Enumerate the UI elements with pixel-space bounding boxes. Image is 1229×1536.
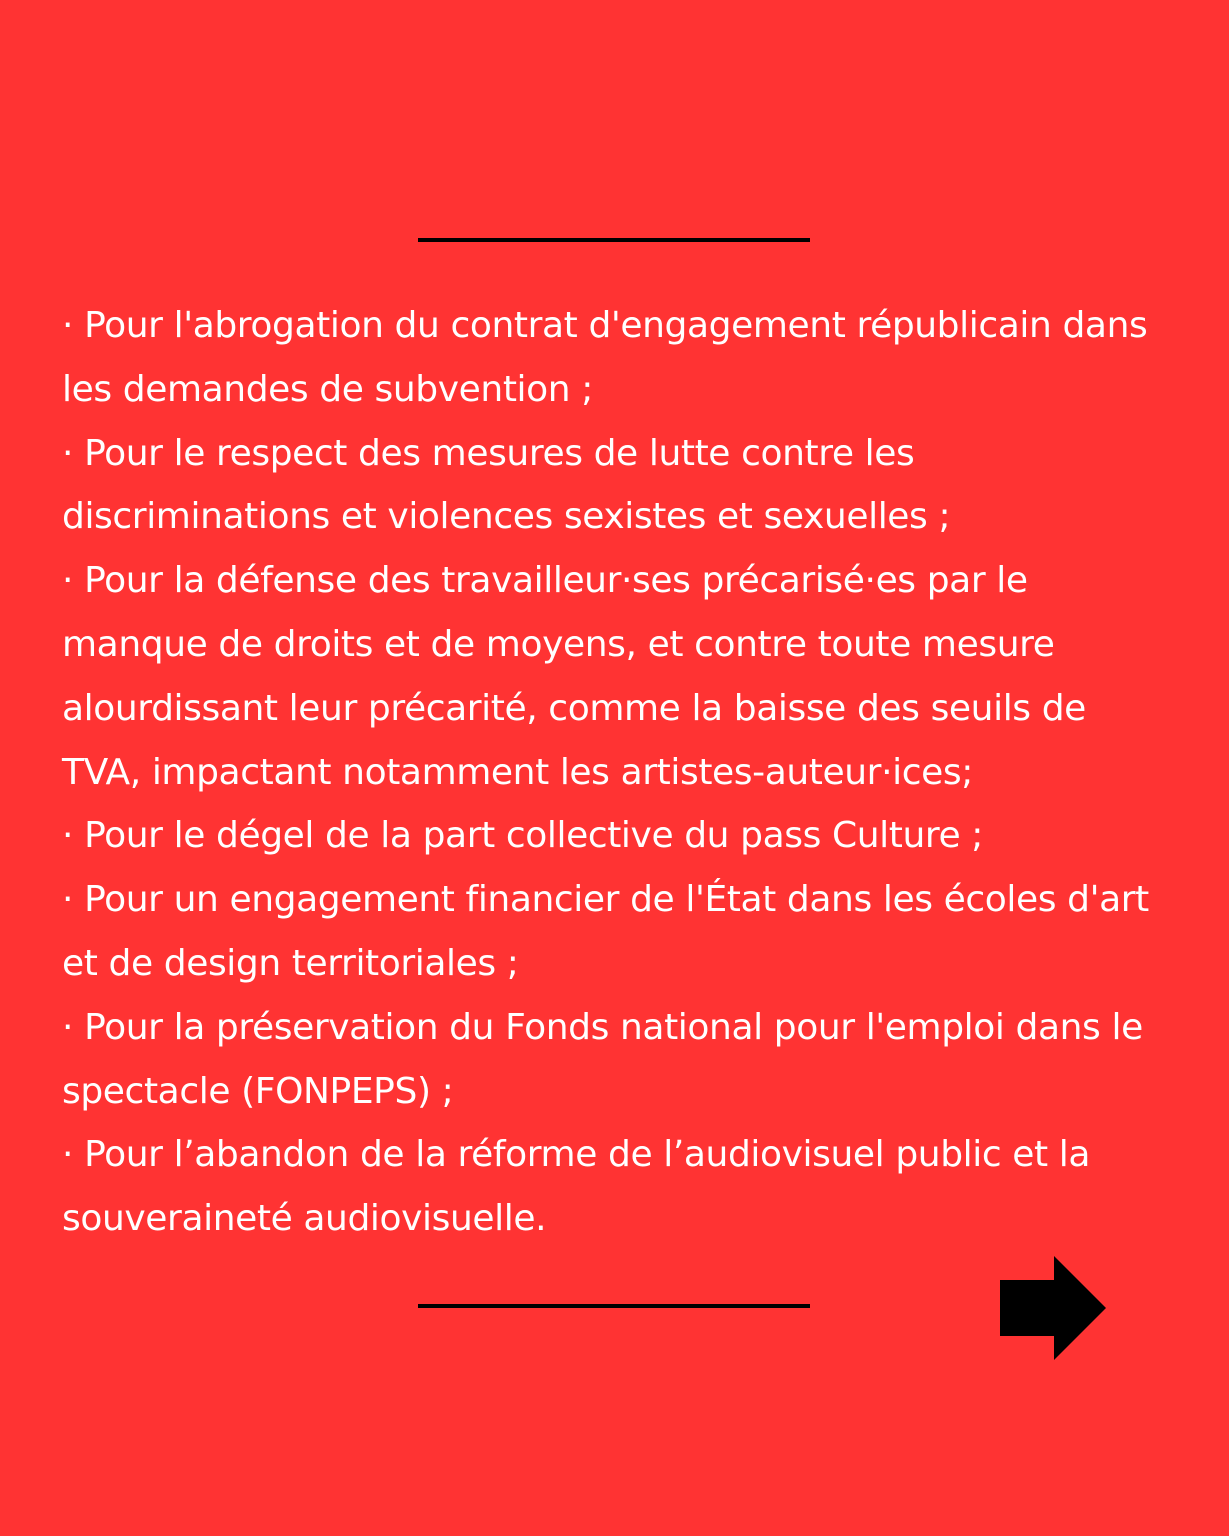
bottom-divider (418, 1304, 810, 1308)
list-item: · Pour l'abrogation du contrat d'engagement républicain dans les demandes de subvention ; (62, 305, 1148, 410)
list-item: · Pour un engagement financier de l'État dans les écoles d'art et de design territoriales ; (62, 879, 1149, 984)
demands-list (62, 294, 1172, 1251)
list-item: · Pour la défense des travailleur·ses précarisé·es par le manque de droits et de moyens, et contre toute mesure alourdissant leur précarité, comme la baisse des seuils de TVA, impactant notamment les artistes-auteur·ices; (62, 560, 1086, 793)
arrow-right-icon[interactable] (1000, 1256, 1106, 1360)
list-item: · Pour le dégel de la part collective du pass Culture ; (62, 815, 984, 857)
list-item: · Pour l’abandon de la réforme de l’audiovisuel public et la souveraineté audiovisuelle. (62, 1134, 1091, 1240)
list-item: · Pour la préservation du Fonds national pour l'emploi dans le spectacle (FONPEPS) ; (62, 1006, 1143, 1112)
top-divider (418, 238, 810, 242)
list-item: · Pour le respect des mesures de lutte contre les discriminations et violences sexistes et sexuelles ; (62, 432, 951, 538)
